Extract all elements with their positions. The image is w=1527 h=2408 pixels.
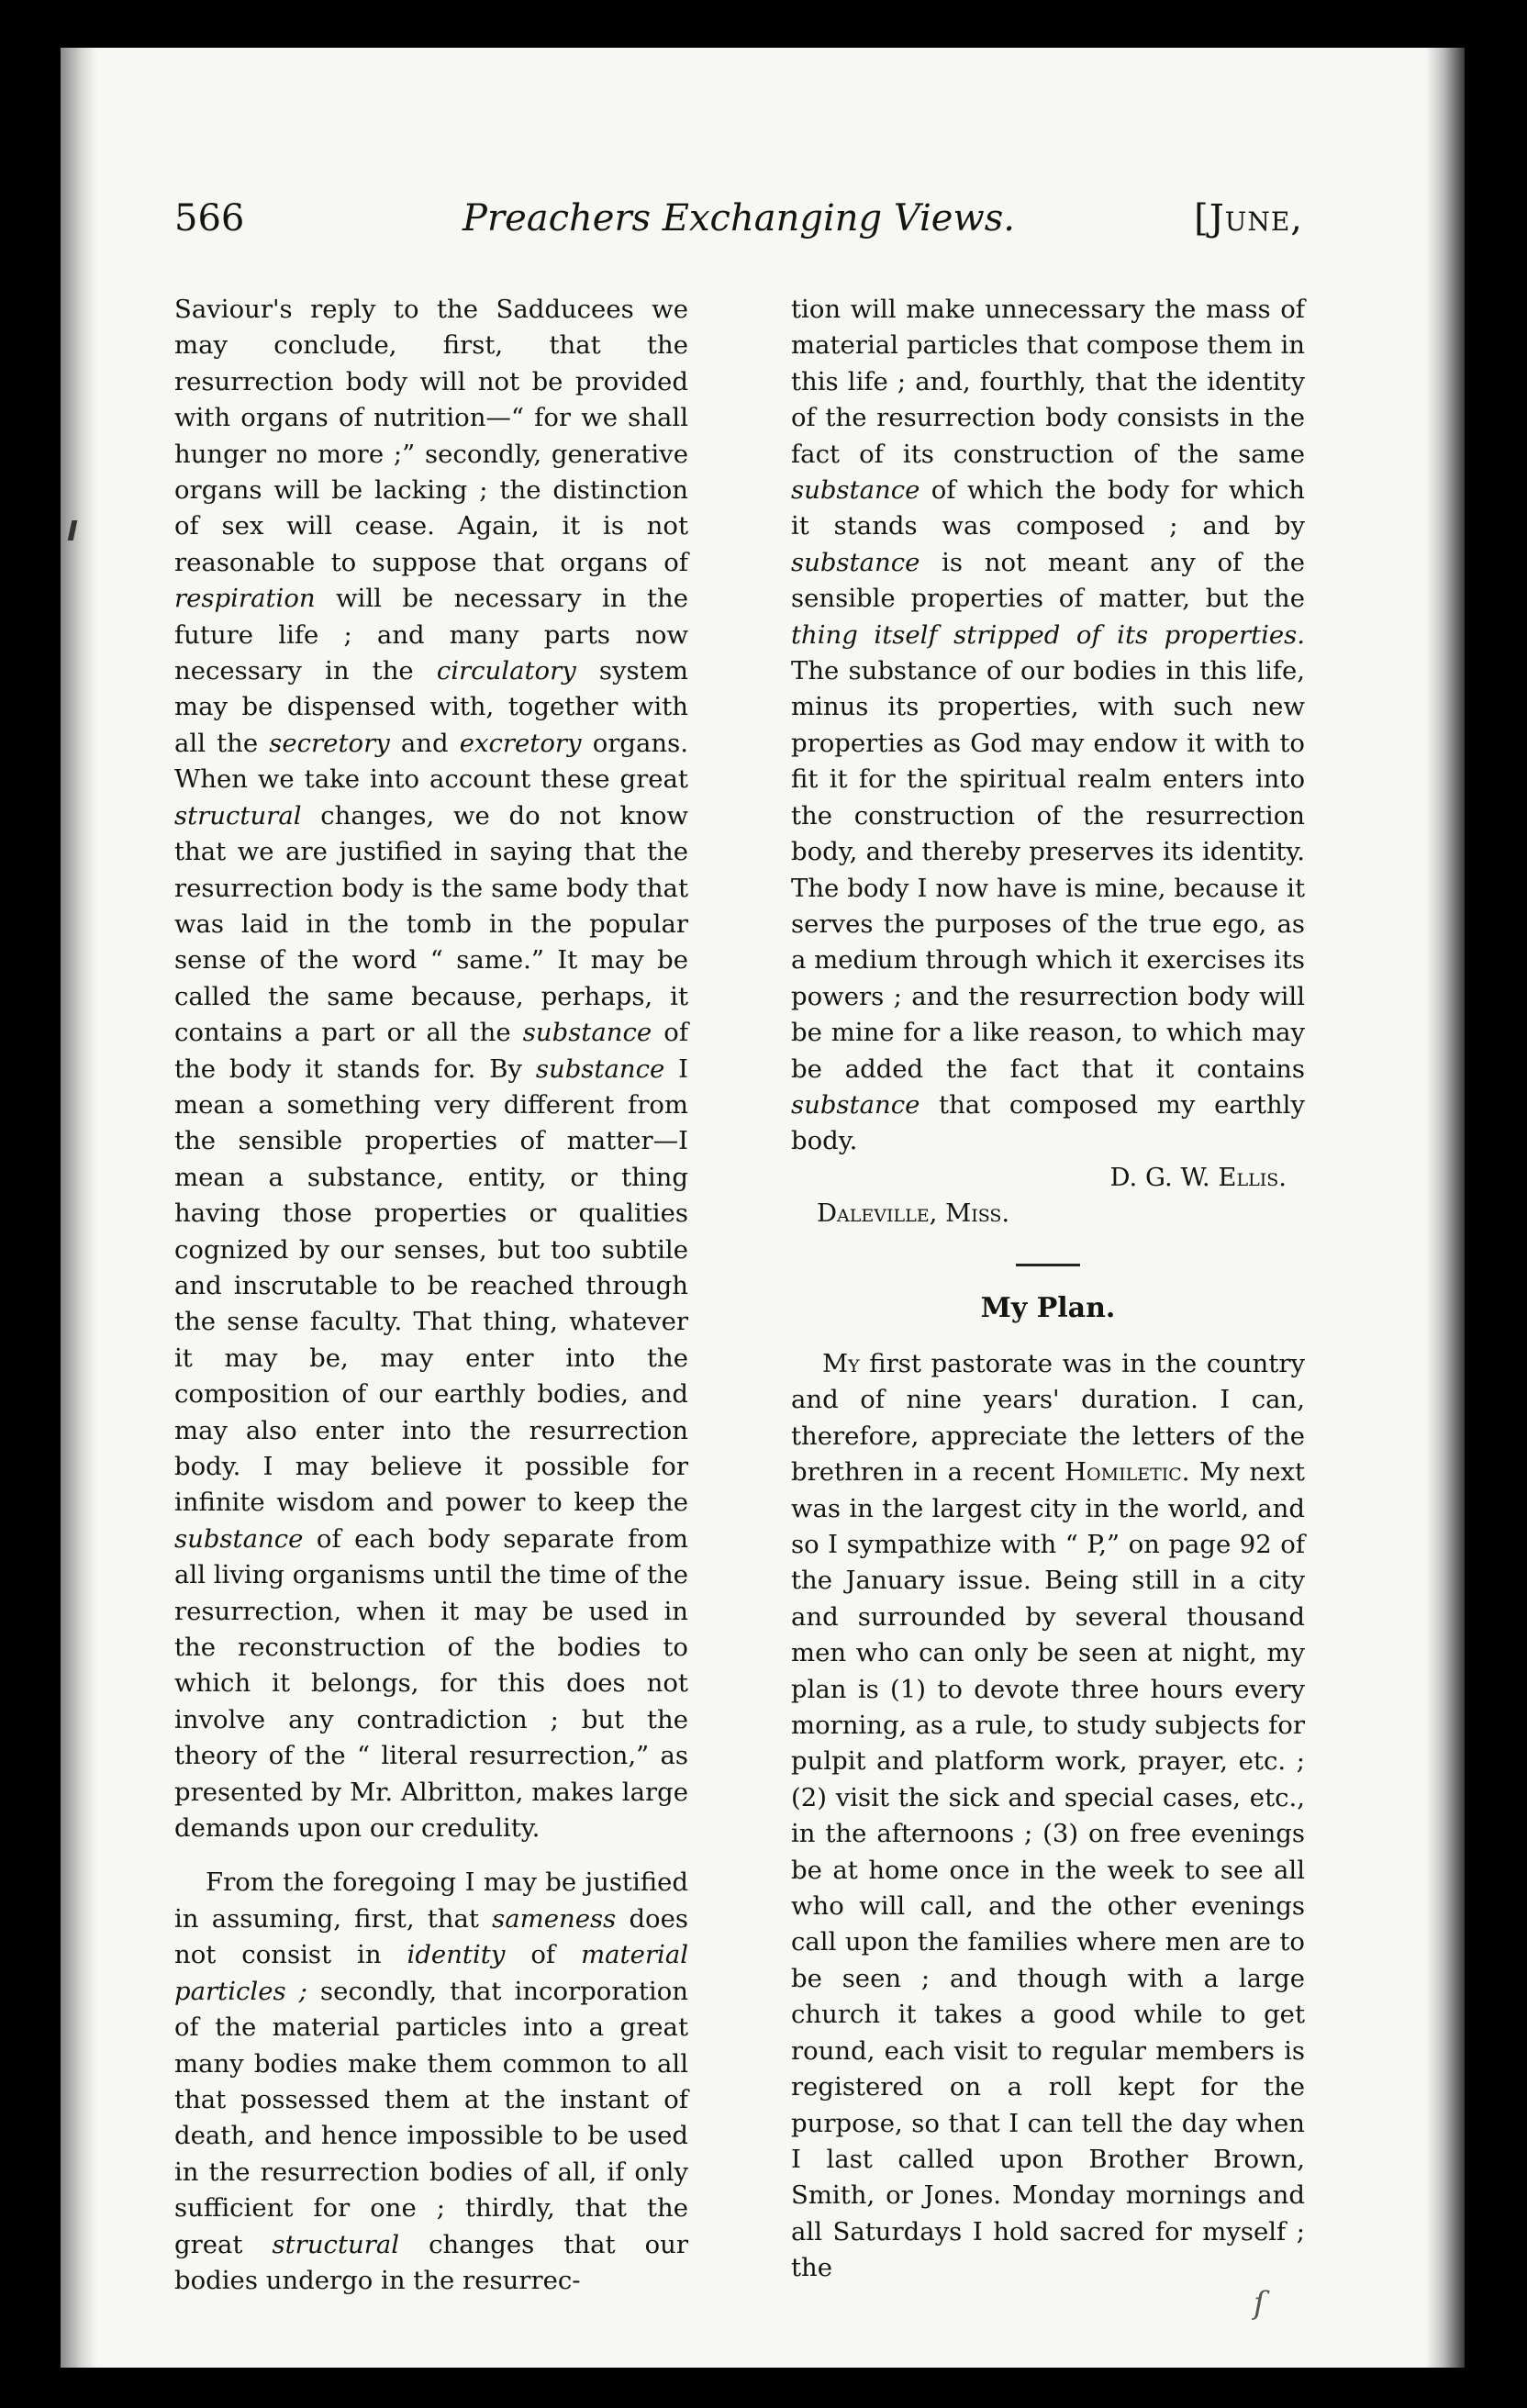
running-title: Preachers Exchanging Views. (463, 197, 1015, 240)
page-number: 566 (174, 197, 245, 240)
month-rest: une, (1224, 197, 1303, 240)
month-bracket: [J (1194, 197, 1225, 240)
footer-mark: ſ (1254, 2285, 1265, 2322)
gutter-shadow (61, 48, 97, 2368)
left-paragraph-1: Saviour's reply to the Sadducees we may conclude, first, that the resurrection body will not be provided with organs of nutrition—“ for we shall hunger no more ;” secondly, generative organs will be lacking ; the distinction of sex will cease. Again, it is not reasonable to suppose that organs of respiration will be necessary in the future life ; and many parts now necessary in the circulatory system may be dispensed with, together with all the secretory and excretory organs. When we take into account these great structural changes, we do not know that we are justified in saying that the resurrection body is the same body that was laid in the tomb in the popular sense of the word “ same.” It may be called the same because, perhaps, it contains a part or all the substance of the body it stands for. By substance I mean a something very different from the sensible properties of matter—I mean a substance, entity, or thing having those properties or qualities cognized by our senses, but too subtile and inscrutable to be reached through the sense faculty. That thing, whatever it may be, may enter into the composition of our earthly bodies, and may also enter into the resurrection body. I may believe it possible for infinite wisdom and power to keep the substance of each body separate from all living organisms until the time of the resurrection, when it may be used in the reconstruction of the bodies to which it belongs, for this does not involve any contradiction ; but the theory of the “ literal resurrection,” as presented by Mr. Albritton, makes large demands upon our credulity. (174, 295, 689, 1844)
section-divider (1016, 1264, 1080, 1266)
left-column (174, 292, 688, 2299)
section-title: My Plan. (980, 1291, 1116, 1324)
right-paragraph-1: tion will make unnecessary the mass of material particles that compose them in this life ; and, fourthly, that the identity of the resurrection body consists in the fact of its construction of the same substance of which the body for which it stands was composed ; and by substance is not meant any of the sensible properties of matter, but the thing itself stripped of its properties. The substance of our bodies in this life, minus its properties, with such new properties as God may endow it with to fit it for the spiritual realm enters into the construction of the resurrection body, and thereby preserves its identity. The body I now have is mine, because it serves the purposes of the true ego, as a medium through which it exercises its powers ; and the resurrection body will be mine for a like reason, to which may be added the fact that it contains substance that composed my earthly body. (791, 295, 1305, 1156)
page-edge-shadow (1426, 48, 1465, 2368)
author-place: Daleville, Miss. (817, 1198, 1010, 1229)
left-paragraph-2: From the foregoing I may be justified in assuming, first, that sameness does not consist in identity of material particles ; secondly, that incorporation of the material particles into a great many bodies make them common to all that possessed them at the instant of death, and hence impossible to be used in the resurrection bodies of all, if only sufficient for one ; thirdly, that the great structural changes that our bodies undergo in the resurrec- (174, 1867, 689, 2295)
running-month (1194, 197, 1303, 240)
right-paragraph-2: My first pastorate was in the country and of nine years' duration. I can, therefore, appreciate the letters of the brethren in a recent Homiletic. My next was in the largest city in the world, and so I sympathize with “ P,” on page 92 of the January issue. Being still in a city and surrounded by several thousand men who can only be seen at night, my plan is (1) to devote three hours every morning, as a rule, to study subjects for pulpit and platform work, prayer, etc. ; (2) visit the sick and special cases, etc., in the afternoons ; (3) on free evenings be at home once in the week to see all who will call, and the other evenings call upon the families where men are to be seen ; and though with a large church it takes a good while to get round, each visit to regular members is registered on a roll kept for the purpose, so that I can tell the day when I last called upon Brother Brown, Smith, or Jones. Monday mornings and all Saturdays I hold sacred for myself ; the (791, 1348, 1305, 2283)
author-signature: D. G. W. Ellis. (1109, 1162, 1287, 1192)
drop-word: My (822, 1348, 860, 1378)
right-column (791, 292, 1305, 2287)
running-head (174, 188, 1303, 243)
